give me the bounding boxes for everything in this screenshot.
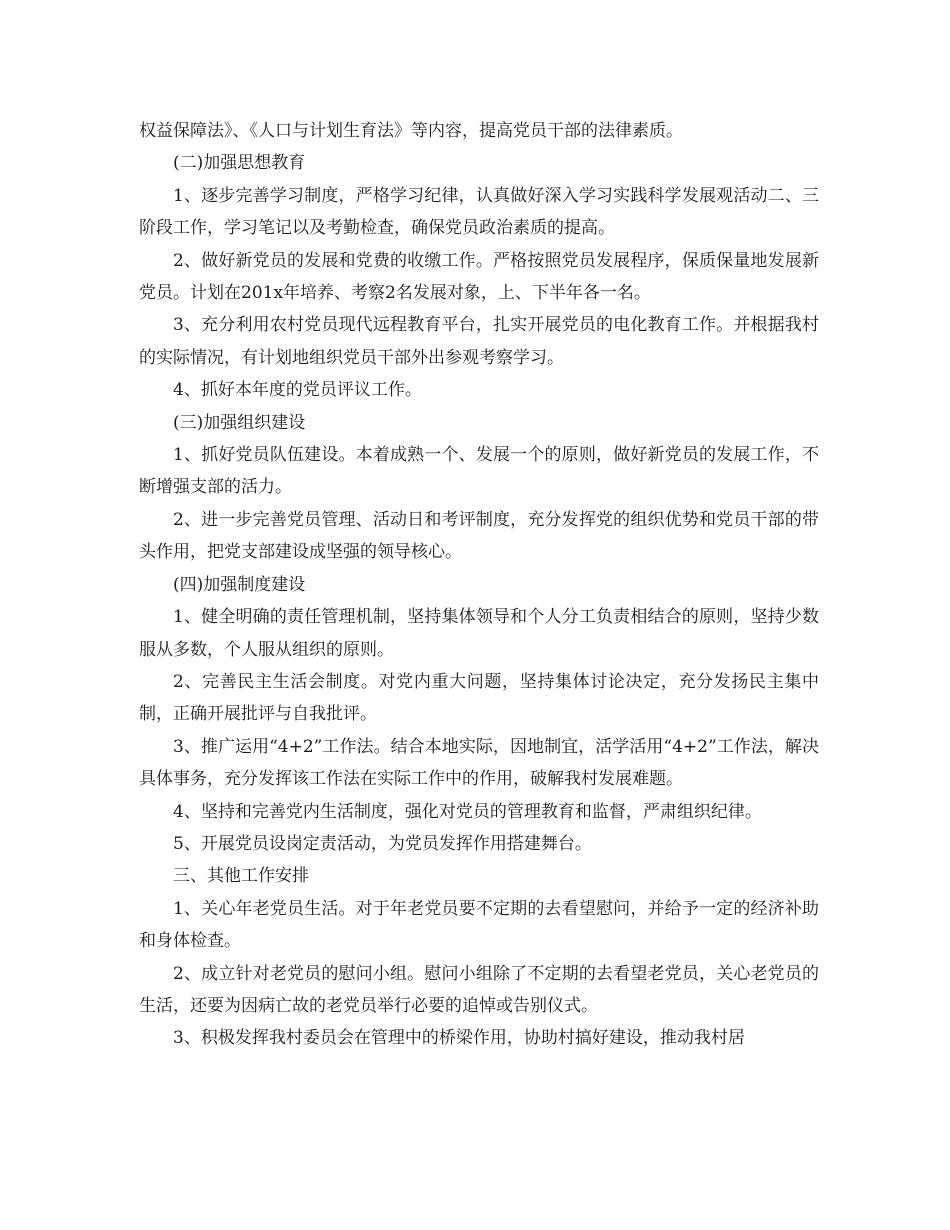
paragraph-13: 3、推广运用“4+2”工作法。结合本地实际，因地制宜，活学活用“4+2”工作法，解决具体事务，充分发挥该工作法在实际工作中的作用，破解我村发展难题。 xyxy=(139,736,819,790)
paragraph-19: 3、积极发挥我村委员会在管理中的桥梁作用，协助村搞好建设，推动我村居 xyxy=(173,1028,745,1049)
paragraph-6: 4、抓好本年度的党员评议工作。 xyxy=(173,380,422,401)
paragraph-14: 4、坚持和完善党内生活制度，强化对党员的管理教育和监督，严肃组织纪律。 xyxy=(173,801,762,822)
paragraph-5: 3、充分利用农村党员现代远程教育平台，扎实开展党员的电化教育工作。并根据我村的实际情况，有计划地组织党员干部外出参观考察学习。 xyxy=(139,315,819,368)
section-heading-7: (三)加强组织建设 xyxy=(173,412,306,433)
paragraph-18: 2、成立针对老党员的慰问小组。慰问小组除了不定期的去看望老党员，关心老党员的生活，还要为因病亡故的老党员举行必要的追悼或告别仪式。 xyxy=(139,963,819,1016)
section-heading-16: 三、其他工作安排 xyxy=(173,866,309,887)
paragraph-9: 2、进一步完善党员管理、活动日和考评制度，充分发挥党的组织优势和党员干部的带头作用，把党支部建设成坚强的领导核心。 xyxy=(139,509,819,563)
paragraph-17: 1、关心年老党员生活。对于年老党员要不定期的去看望慰问，并给予一定的经济补助和身体检查。 xyxy=(139,898,819,952)
paragraph-1: 权益保障法》、《人口与计划生育法》等内容，提高党员干部的法律素质。 xyxy=(139,121,683,141)
section-heading-10: (四)加强制度建设 xyxy=(173,574,306,595)
section-heading-2: (二)加强思想教育 xyxy=(173,153,306,174)
paragraph-8: 1、抓好党员队伍建设。本着成熟一个、发展一个的原则，做好新党员的发展工作，不断增强支部的活力。 xyxy=(139,445,819,498)
paragraph-11: 1、健全明确的责任管理机制，坚持集体领导和个人分工负责相结合的原则，坚持少数服从多数，个人服从组织的原则。 xyxy=(139,607,819,660)
paragraph-4: 2、做好新党员的发展和党费的收缴工作。严格按照党员发展程序，保质保量地发展新党员。计划在201x年培养、考察2名发展对象，上、下半年各一名。 xyxy=(139,250,819,304)
paragraph-15: 5、开展党员设岗定责活动，为党员发挥作用搭建舞台。 xyxy=(173,833,592,854)
paragraph-12: 2、完善民主生活会制度。对党内重大问题，坚持集体讨论决定，充分发扬民主集中制，正确开展批评与自我批评。 xyxy=(139,671,819,725)
document-body xyxy=(139,115,819,1055)
paragraph-3: 1、逐步完善学习制度，严格学习纪律，认真做好深入学习实践科学发展观活动二、三阶段工作，学习笔记以及考勤检查，确保党员政治素质的提高。 xyxy=(139,185,819,239)
